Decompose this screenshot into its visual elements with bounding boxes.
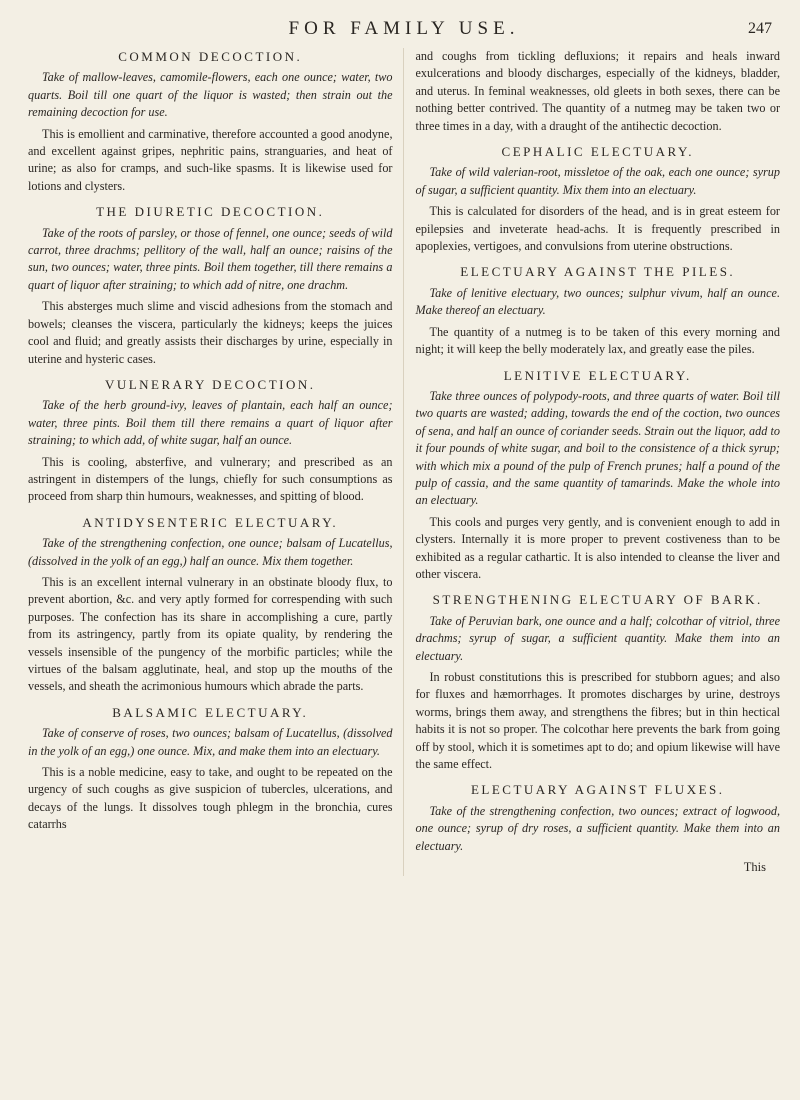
continued-text: and coughs from tickling defluxions; it repairs and heals inward exulcerations and bloody discharges, especially of the kidneys, bladder, and uterus. In feminal weaknesses, old gleets in both sexes, there can be nothing better contrived. The quantity of a nutmeg may be taken two or three times in a day, with a draught of the antihectic decoction.: [415, 49, 780, 133]
description-text: The quantity of a nutmeg is to be taken of this every morning and night; it will keep the belly moderately lax, and greatly ease the piles.: [415, 324, 780, 357]
section-title: COMMON DECOCTION.: [118, 49, 303, 64]
section-antidysenteric-electuary: [28, 514, 393, 696]
section-title: STRENGTHENING ELECTUARY OF BARK.: [432, 592, 763, 608]
section-title: BALSAMIC ELECTUARY.: [112, 704, 309, 720]
recipe-text: Take of lenitive electuary, two ounces; sulphur vivum, half an ounce. Make thereof an electuary.: [415, 285, 780, 318]
description-text: This is cooling, absterfive, and vulnerary; and prescribed as an astringent in distempers of the lungs, chiefly for such consumptions as proceed from sharp thin humours, weaknesses, and spitting of blood.: [28, 454, 393, 504]
description-text: In robust constitutions this is prescribed for stubborn agues; and also for fluxes and hæmorrhages. It promotes discharges by urine, destroys worms, brings them away, and strengthens the fibres; but in thin hectical habits it is not so proper. The colcothar here prevents the bark from going off by stool, which it is sometimes apt to do; and opium likewise will have the same effect.: [415, 670, 780, 772]
right-column: [403, 48, 781, 876]
description-text: This is emollient and carminative, therefore accounted a good anodyne, and excellent against gripes, nephritic pains, stranguaries, and heat of urine; as also for cramps, and such-like spasms. It is likewise used for lotions and clysters.: [28, 126, 393, 193]
section-title: CEPHALIC ELECTUARY.: [501, 144, 694, 160]
description-text: This is calculated for disorders of the head, and is in great esteem for epilepsies and inveterate head-achs. It is frequently prescribed in apoplexies, vertigoes, and convulsions from uterine obstructions.: [415, 204, 780, 254]
section-vulnerary-decoction: [28, 376, 393, 506]
section-title: ELECTUARY AGAINST THE PILES.: [460, 264, 736, 280]
description-text: This cools and purges very gently, and is convenient enough to add in clysters. Internally it is more proper to prevent costiveness than to be exhibited as a regular cathartic. It is also intended to cleanse the liver and other viscera.: [415, 514, 780, 581]
section-balsamic-electuary: [28, 704, 393, 834]
catchword: This: [743, 860, 766, 875]
description-text: This is an excellent internal vulnerary in an obstinate bloody flux, to prevent abortion, &c. and very aptly formed for correspending with such purposes. The confection has its share in accomplishing a cure, partly from its astringency, partly from its opiate quality, by rendering the vessels insensible of the pungency of the morbific particles; while the virtues of the balsam agglutinate, heal, and stop up the mouths of the vessels, and sheath the acrimonious humours which abrade the parts.: [28, 574, 393, 694]
left-column: [28, 48, 403, 876]
section-title: THE DIURETIC DECOCTION.: [96, 204, 325, 220]
page-number: 247: [748, 20, 772, 37]
description-text: This is a noble medicine, easy to take, and ought to be repeated on the urgency of such coughs as give suspicion of tubercles, ulcerations, and decays of the lungs. It dissolves tough phlegm in the bronchia, cures catarrhs: [28, 765, 393, 832]
recipe-text: Take of the roots of parsley, or those of fennel, one ounce; seeds of wild carrot, three drachms; pellitory of the wall, half an ounce; raisins of the sun, two ounces; water, three pints. Boil them together, till there remains a quart of liquor after straining; to which add of nitre, one drachm.: [28, 225, 393, 292]
text-columns: [28, 48, 780, 876]
section-lenitive-electuary: [416, 367, 781, 584]
recipe-text: Take three ounces of polypody-roots, and three quarts of water. Boil till two quarts are wasted; adding, towards the end of the coction, two ounces of sena, and half an ounce of coriander seeds. Strain out the liquor, add to it four pounds of white sugar, and boil to the consistence of a thick syrup; with which mix a pound of the pulp of French prunes; half a pound of the pulp of cassia, and the same quantity of tamarinds. Make the whole into an electuary.: [415, 388, 780, 508]
section-title: LENITIVE ELECTUARY.: [503, 367, 692, 383]
section-title: ANTIDYSENTERIC ELECTUARY.: [82, 514, 339, 530]
section-strengthening-electuary-bark: [416, 591, 781, 773]
section-electuary-piles: [416, 263, 781, 358]
section-electuary-fluxes: [416, 781, 781, 855]
recipe-text: Take of wild valerian-root, missletoe of the oak, each one ounce; syrup of sugar, a sufficient quantity. Mix them into an electuary.: [415, 165, 780, 197]
recipe-text: Take of the strengthening confection, one ounce; balsam of Lucatellus, (dissolved in the yolk of an egg,) half an ounce. Mix them together.: [28, 536, 393, 568]
section-diuretic-decoction: [28, 203, 393, 368]
recipe-text: Take of Peruvian bark, one ounce and a half; colcothar of vitriol, three drachms; syrup of sugar, a sufficient quantity. Make them into an electuary.: [415, 613, 780, 663]
running-head: FOR FAMILY USE.: [288, 18, 520, 39]
section-common-decoction: [28, 48, 393, 195]
section-title: VULNERARY DECOCTION.: [104, 376, 316, 392]
recipe-text: Take of conserve of roses, two ounces; balsam of Lucatellus, (dissolved in the yolk of an egg,) one ounce. Mix, and make them into an electuary.: [28, 726, 393, 758]
recipe-text: Take of mallow-leaves, camomile-flowers, each one ounce; water, two quarts. Boil till one quart of the liquor is wasted; then strain out the remaining decoction for use.: [28, 70, 393, 120]
page-header: [28, 14, 780, 48]
recipe-text: Take of the herb ground-ivy, leaves of plantain, each half an ounce; water, three pints. Boil them till there remains a quart of liquor after straining; to which add, of white sugar, half an ounce.: [28, 398, 393, 448]
section-title: ELECTUARY AGAINST FLUXES.: [470, 782, 725, 798]
section-cephalic-electuary: [416, 143, 781, 255]
description-text: This absterges much slime and viscid adhesions from the stomach and bowels; cleanses the viscera, particularly the kidneys; keeps the juices cool and fluid; and greatly assists their discharges by urine, especially in uterine and hysteric cases.: [28, 299, 393, 366]
recipe-text: Take of the strengthening confection, two ounces; extract of logwood, one ounce; syrup of dry roses, a sufficient quantity. Make them into an electuary.: [415, 803, 780, 853]
